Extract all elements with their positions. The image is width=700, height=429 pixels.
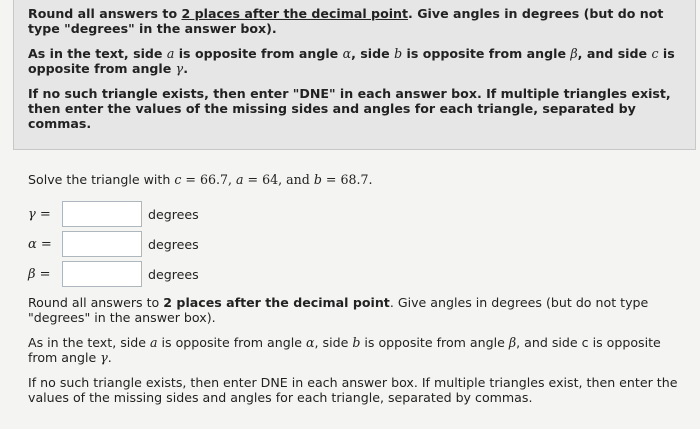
instr-underlined: 2 places after the decimal point (181, 6, 409, 21)
answer-unit: degrees (148, 267, 199, 282)
beta-input[interactable] (62, 261, 142, 287)
rounding-instruction (28, 6, 683, 36)
equals-sign: = (35, 207, 51, 222)
math-var: β (570, 46, 578, 61)
instr-text: As in the text, side (28, 46, 167, 61)
math-var: a (150, 335, 158, 350)
math-var: c (174, 172, 182, 187)
footer-text: is opposite from angle (157, 335, 306, 350)
sides-instruction (28, 46, 683, 76)
footer-rounding (28, 295, 688, 325)
answer-symbol: β (28, 267, 36, 282)
math-value: = 64, and (243, 172, 314, 187)
answer-label (28, 267, 62, 282)
instr-text: is opposite from angle (28, 46, 675, 76)
math-var: γ (100, 350, 108, 365)
instr-text: is opposite from angle (402, 46, 571, 61)
instr-text: . (183, 61, 188, 76)
footer-sides (28, 335, 688, 365)
instr-text: is opposite from angle (174, 46, 343, 61)
answer-symbol: α (28, 237, 37, 252)
answer-unit: degrees (148, 237, 199, 252)
problem-prompt (28, 172, 688, 187)
math-var: β (508, 335, 517, 350)
footer-text: is opposite from angle (360, 335, 509, 350)
math-var: b (394, 46, 403, 61)
footer-text: As in the text, side (28, 335, 151, 350)
footer-notes (28, 295, 688, 405)
footer-text: . Give angles in degrees (but do not type "degrees" in the answer box). (28, 295, 649, 325)
answer-label (28, 237, 62, 252)
math-var: α (306, 335, 315, 350)
equals-sign: = (35, 267, 51, 282)
math-value: = 66.7, (181, 172, 237, 187)
problem-area (28, 166, 688, 415)
gamma-input[interactable] (62, 201, 142, 227)
answer-row-gamma (28, 201, 688, 231)
footer-text: . (107, 350, 112, 365)
dne-instruction: If no such triangle exists, then enter "DNE" in each answer box. If multiple triangles exist, then enter the values of the missing sides and angles for each triangle, separated by commas. (28, 86, 671, 131)
math-var: α (342, 46, 352, 61)
math-var: b (352, 335, 361, 350)
footer-text: Round all answers to (28, 295, 164, 310)
footer-text: , side (314, 335, 353, 350)
alpha-input[interactable] (62, 231, 142, 257)
prompt-text: Solve the triangle with (28, 172, 175, 187)
math-var: a (236, 172, 244, 187)
answer-row-alpha (28, 231, 688, 261)
math-var: b (313, 172, 322, 187)
instr-text: , and side (577, 46, 652, 61)
footer-dne: If no such triangle exists, then enter DNE in each answer box. If multiple triangles exist, then enter the values of the missing sides and angles for each triangle, separated by commas. (28, 375, 678, 405)
footer-bold: 2 places after the decimal point (163, 295, 390, 310)
math-value: = 68.7. (321, 172, 373, 187)
answer-label (28, 207, 62, 222)
math-var: γ (175, 61, 184, 76)
footer-text: , and side c is opposite from angle (28, 335, 661, 365)
math-var: c (651, 46, 659, 61)
answer-symbol: γ (28, 207, 36, 222)
instructions-box (13, 0, 696, 150)
equals-sign: = (36, 237, 52, 252)
answer-unit: degrees (148, 207, 199, 222)
instr-text: Round all answers to (28, 6, 182, 21)
instr-text: , side (351, 46, 395, 61)
instr-text: . Give angles in degrees (but do not type "degrees" in the answer box). (28, 6, 664, 36)
math-var: a (166, 46, 175, 61)
answer-row-beta (28, 261, 688, 291)
